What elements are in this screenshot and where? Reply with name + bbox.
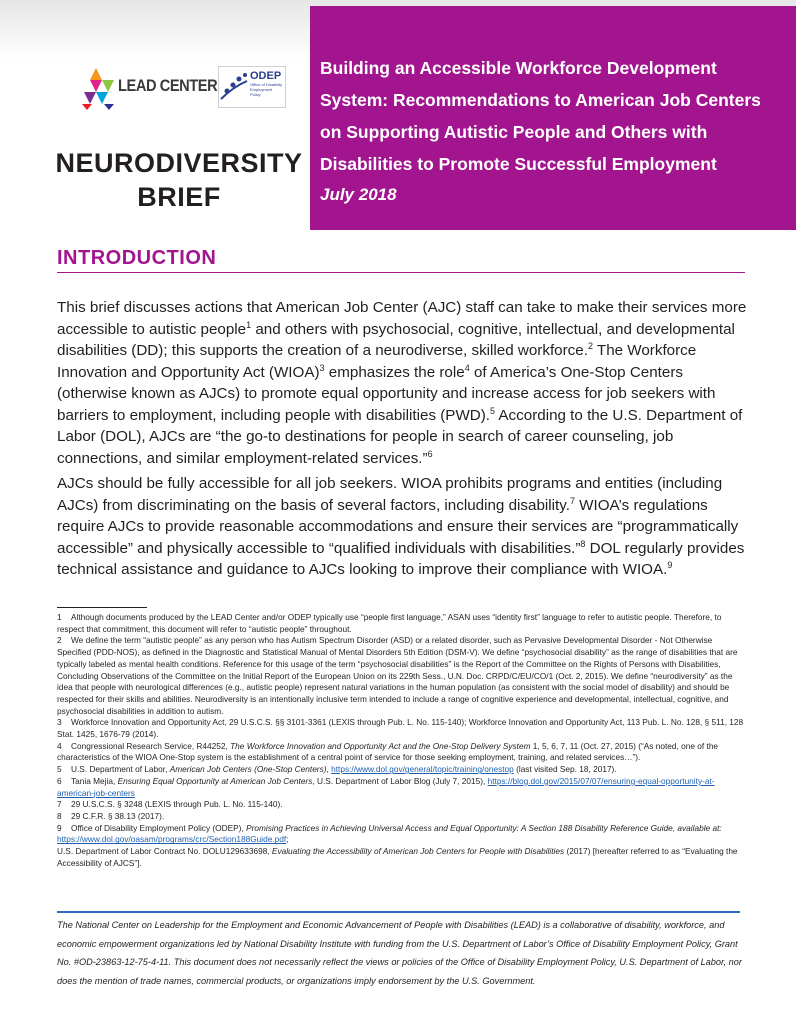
p1-text-2: and others with psychosocial, cognitive, intellectual, and developmental disabilities (DD); this supports the creation of a neurodiverse, skilled workforce.: [57, 320, 735, 359]
intro-paragraph-2: [57, 473, 747, 581]
footnote-3: [57, 717, 747, 740]
brief-title: [40, 146, 318, 214]
footnote-ref-7: 7: [569, 495, 575, 506]
footnote-ref-4: 4: [464, 362, 470, 373]
footnotes: [57, 612, 747, 869]
footnote-number: 6: [57, 775, 62, 786]
footnote-link-blog[interactable]: https://blog.dol.gov/2015/07/07/ensuring-equal-opportunity-at-american-job-centers: [57, 775, 715, 798]
disclaimer-divider: [57, 911, 740, 913]
lead-center-wordmark: LEAD CENTER: [118, 76, 218, 95]
odep-stars-icon: [219, 67, 249, 105]
footnote-number: 9: [57, 822, 62, 833]
footnote-text: We define the term “autistic people” as any person who has Autism Spectrum Disorder (ASD) or a related disorder, such as Pervasive Developmental Disorder - Not Otherwise Specified (PDD-NOS), as defined in the Diagnostic and Statistical Manual of Mental Disorders 5th Edition (DSM-V). We define “psychosocial disability” as the range of disabilities that are typically labeled as mental health conditions. Reference for this usage of the term “psychosocial disabilities” is the Report of the Committee on the Rights of Persons with Disabilities, Concluding Observations of the Committee on the Initial Report of the European Union on its 229th Sess., U.N. Doc. CRPD/C/EU/CO/1 (Oct. 2, 2015). We define “neurodiversity” as the idea that people with neurological differences (e.g., autistic people) represent natural variations in the human population (as consistent with the social model of disability) and should be respected for their skills and abilities. Neurodiversity is an intentionally inclusive term intended to include a range of cognitive experience and developmental, intellectual, cognitive, and psychosocial disabilities in addition to autism.: [57, 635, 738, 716]
brief-title-line1: NEURODIVERSITY: [55, 148, 303, 178]
disclaimer-text: The National Center on Leadership for the Employment and Economic Advancement of People with Disabilities (LEAD) is a collaborative of disability, workforce, and economic empowerment organizations led by National Disability Institute with funding from the U.S. Department of Labor’s Office of Disability Employment Policy, Grant No. #OD-23863-12-75-4-11. This document does not necessarily reflect the views or policies of the Office of Disability Employment Policy, U.S. Department of Labor, nor does the mention of trade names, commercial products, or organizations imply endorsement by the U.S. Government.: [57, 920, 742, 986]
footnote-number: 1: [57, 612, 62, 622]
footnote-text: Congressional Research Service, R44252,: [71, 740, 231, 751]
footnote-text: (last visited Sep. 18, 2017).: [513, 764, 617, 775]
footnote-ref-8: 8: [580, 538, 586, 549]
footnote-ref-2: 2: [587, 340, 593, 351]
document-date: July 2018: [320, 185, 397, 204]
p1-text-3: The Workforce Innovation and Opportunity Act (WIOA): [57, 342, 697, 381]
footnote-citation-title: Ensuring Equal Opportunity at American Job Centers: [117, 775, 313, 786]
p2-text-3: DOL regularly provides technical assistance and guidance to AJCs looking to improve their compliance with WIOA.: [57, 539, 745, 578]
footnote-text: Although documents produced by the LEAD Center and/or ODEP typically use “people first language,” ASAN uses “identity first” language to refer to autistic people. Therefore, to respect that commitment, this document will refer to “autistic people” throughout.: [57, 612, 722, 634]
footnote-number: 5: [57, 764, 62, 775]
footnote-text: (2017) [hereafter referred to as “Evaluating the Accessibility of AJCS”].: [57, 846, 738, 868]
section-heading-introduction: INTRODUCTION: [57, 247, 217, 269]
footnote-ref-1: 1: [246, 319, 252, 330]
odep-wordmark: ODEP: [250, 70, 282, 82]
footnote-number: 4: [57, 740, 62, 751]
footnote-ref-9: 9: [667, 559, 673, 570]
p1-text-1: This brief discusses actions that American Job Center (AJC) staff can take to make their services more accessible to autistic people: [57, 299, 747, 338]
footnote-number: 2: [57, 635, 62, 646]
footnote-9-continued: [57, 846, 747, 869]
footnote-7: [57, 799, 747, 811]
heading-divider: [57, 272, 745, 273]
footnote-text: Tania Mejia,: [71, 775, 118, 786]
footnote-8: [57, 811, 747, 823]
footnote-text: 29 C.F.R. § 38.13 (2017).: [71, 810, 165, 821]
footnote-ref-3: 3: [319, 362, 325, 373]
p2-text-2: WIOA’s regulations require AJCs to provide reasonable accommodations and ensure their services are “programmatically accessible” and physically accessible to “qualified individuals with disabilities.”: [57, 496, 739, 557]
footnote-text: 29 U.S.C.S. § 3248 (LEXIS through Pub. L. No. 115-140).: [71, 799, 283, 810]
footnote-text: Office of Disability Employment Policy (ODEP),: [71, 822, 247, 833]
odep-subtitle: Office of Disability Employment Policy: [250, 82, 282, 97]
footnote-ref-5: 5: [490, 405, 496, 416]
footnote-4: [57, 741, 747, 764]
footnote-number: 3: [57, 717, 62, 728]
footnote-link-onestop[interactable]: https://www.dol.gov/general/topic/training/onestop: [331, 764, 514, 775]
p1-text-6: According to the U.S. Department of Labor (DOL), AJCs are “the go-to destinations for people in search of career counseling, job connections, and similar employment-related services.”: [57, 406, 743, 467]
footnote-6: [57, 776, 747, 799]
footnote-2: [57, 635, 747, 717]
footnote-citation-title: The Workforce Innovation and Opportunity Act and the One-Stop Delivery System: [230, 740, 531, 751]
footnote-citation-title: Evaluating the Accessibility of American Job Centers for People with Disabilities: [271, 846, 565, 857]
footnote-text: Workforce Innovation and Opportunity Act, 29 U.S.C.S. §§ 3101-3361 (LEXIS through Pub. L. No. 115-140); Workforce Innovation and Opportunity Act, 113 Pub. L. No. 128, § 511, 128 Stat. 1425, 1676-79 (2014).: [57, 717, 744, 740]
p1-text-4: emphasizes the role: [324, 363, 465, 381]
footnote-5: [57, 764, 747, 776]
footnote-text: ,: [326, 764, 332, 775]
footnote-9: [57, 823, 747, 846]
footnote-number: 8: [57, 810, 62, 821]
footnote-ref-6: 6: [427, 448, 433, 459]
intro-paragraph-1: [57, 297, 747, 469]
footnote-text: U.S. Department of Labor Contract No. DOLU129633698,: [57, 846, 272, 857]
footnote-link-section188[interactable]: https://www.dol.gov/oasam/programs/crc/Section188Guide.pdf: [57, 834, 287, 845]
footnote-citation-title: Promising Practices in Achieving Universal Access and Equal Opportunity: A Section 188 Disability Reference Guide, available at:: [246, 822, 722, 833]
footnote-text: , U.S. Department of Labor Blog (July 7, 2015),: [312, 775, 488, 786]
footnote-text: U.S. Department of Labor,: [71, 764, 170, 775]
brief-title-line2: BRIEF: [137, 182, 221, 212]
footnote-text: 1, 5, 6, 7, 11 (Oct. 27, 2015) (“As noted, one of the characteristics of the WIOA One-Stop system is the establishment of a central point of service for those seeking employment, training, and related services…”).: [57, 740, 719, 763]
p1-text-5: of America’s One-Stop Centers (otherwise known as AJCs) to promote equal opportunity and increase access for job seekers with barriers to employment, including people with disabilities (PWD).: [57, 363, 716, 424]
document-title: Building an Accessible Workforce Development System: Recommendations to American Job Centers on Supporting Autistic People and Others with Disabilities to Promote Successful Employment: [320, 58, 761, 174]
footnote-citation-title: American Job Centers (One-Stop Centers): [169, 764, 327, 775]
footnote-1: [57, 612, 747, 635]
footnote-number: 7: [57, 799, 62, 810]
footnote-divider: [57, 607, 147, 608]
footnote-text: ;: [286, 834, 289, 845]
p2-text-1: AJCs should be fully accessible for all job seekers. WIOA prohibits programs and entities (including AJCs) from discriminating on the basis of several factors, including disability.: [57, 475, 723, 514]
